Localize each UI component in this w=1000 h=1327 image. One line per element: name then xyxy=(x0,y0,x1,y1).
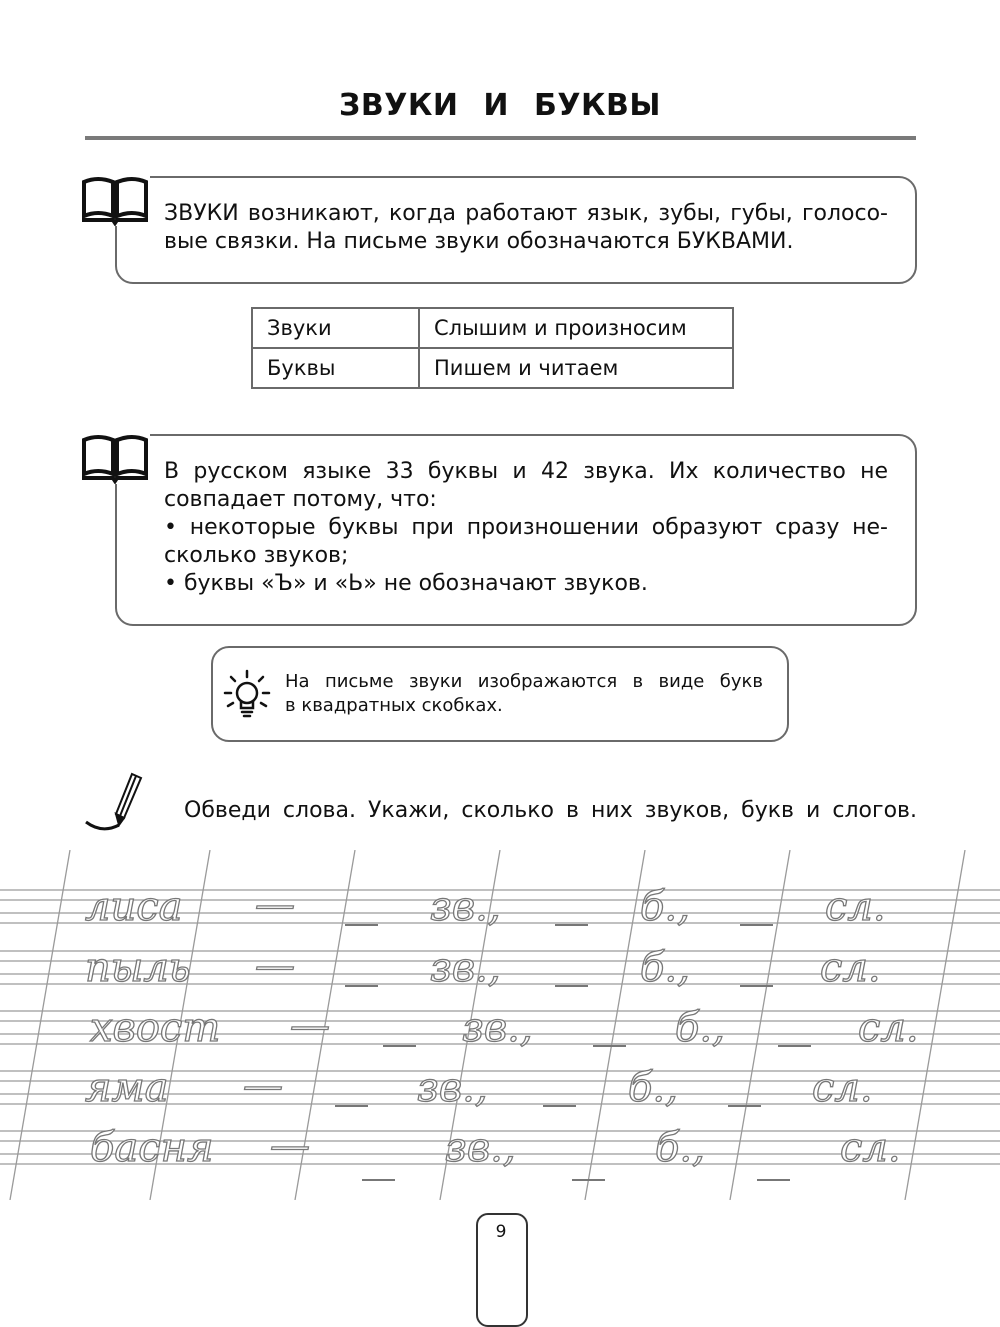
open-book-icon xyxy=(80,176,150,226)
trace-syllables: сл. xyxy=(825,884,886,930)
trace-sounds: зв., xyxy=(445,1125,516,1171)
hint-text xyxy=(285,670,763,718)
writing-exercise xyxy=(0,850,1000,1200)
rule-box-count xyxy=(115,434,917,626)
trace-letters: б., xyxy=(675,1005,725,1051)
lightbulb-icon xyxy=(222,668,272,724)
table-cell: Пишем и читаем xyxy=(419,348,733,388)
open-book-icon xyxy=(80,434,150,484)
trace-dash: — xyxy=(255,943,295,989)
pencil-icon xyxy=(84,772,156,834)
table-cell: Буквы xyxy=(252,348,419,388)
sounds-letters-table xyxy=(251,307,734,389)
hint-line: На письме звуки изображаются в виде букв xyxy=(285,671,763,692)
trace-dash: — xyxy=(290,1003,330,1049)
table-cell: Слышим и произносим xyxy=(419,308,733,348)
trace-sounds: зв., xyxy=(430,945,501,991)
trace-letters: б., xyxy=(640,945,690,991)
trace-dash: — xyxy=(243,1063,283,1109)
rule-line: сколько звуков; xyxy=(164,543,349,568)
trace-letters: б., xyxy=(655,1125,705,1171)
trace-sounds: зв., xyxy=(430,884,501,930)
trace-sounds: зв., xyxy=(462,1005,533,1051)
title-rule xyxy=(85,136,916,140)
rule-line: В русском языке 33 буквы и 42 звука. Их количество не xyxy=(164,459,888,484)
trace-sounds: зв., xyxy=(417,1065,488,1111)
rule-line: совпадает потому, что: xyxy=(164,487,437,512)
hint-line: в квадратных скобках. xyxy=(285,695,503,716)
trace-syllables: сл. xyxy=(820,945,881,991)
trace-syllables: сл. xyxy=(840,1125,901,1171)
trace-syllables: сл. xyxy=(858,1005,919,1051)
trace-letters: б., xyxy=(640,884,690,930)
table-row xyxy=(252,308,733,348)
rule-line: • буквы «Ъ» и «Ь» не обозначают звуков. xyxy=(164,571,648,596)
trace-dash: — xyxy=(270,1123,310,1169)
trace-word: яма xyxy=(85,1065,169,1111)
trace-word: басня xyxy=(90,1125,214,1171)
trace-word: хвост xyxy=(90,1005,221,1051)
rule-box-sounds xyxy=(115,176,917,284)
trace-dash: — xyxy=(255,882,295,928)
trace-letters: б., xyxy=(628,1065,678,1111)
trace-word: пыль xyxy=(85,945,191,991)
rule-line: вые связки. На письме звуки обозначаются БУКВАМИ. xyxy=(164,229,794,254)
rule-line: ЗВУКИ возникают, когда работают язык, зубы, губы, голосо- xyxy=(164,201,888,226)
table-cell: Звуки xyxy=(252,308,419,348)
table-row xyxy=(252,348,733,388)
rule-line: • некоторые буквы при произношении образуют сразу не- xyxy=(164,515,888,540)
page-title: ЗВУКИ И БУКВЫ xyxy=(339,88,661,123)
task-instruction: Обведи слова. Укажи, сколько в них звуков, букв и слогов. xyxy=(184,798,917,823)
trace-word: лиса xyxy=(85,884,183,930)
trace-syllables: сл. xyxy=(812,1065,873,1111)
page-number: 9 xyxy=(495,1222,507,1242)
